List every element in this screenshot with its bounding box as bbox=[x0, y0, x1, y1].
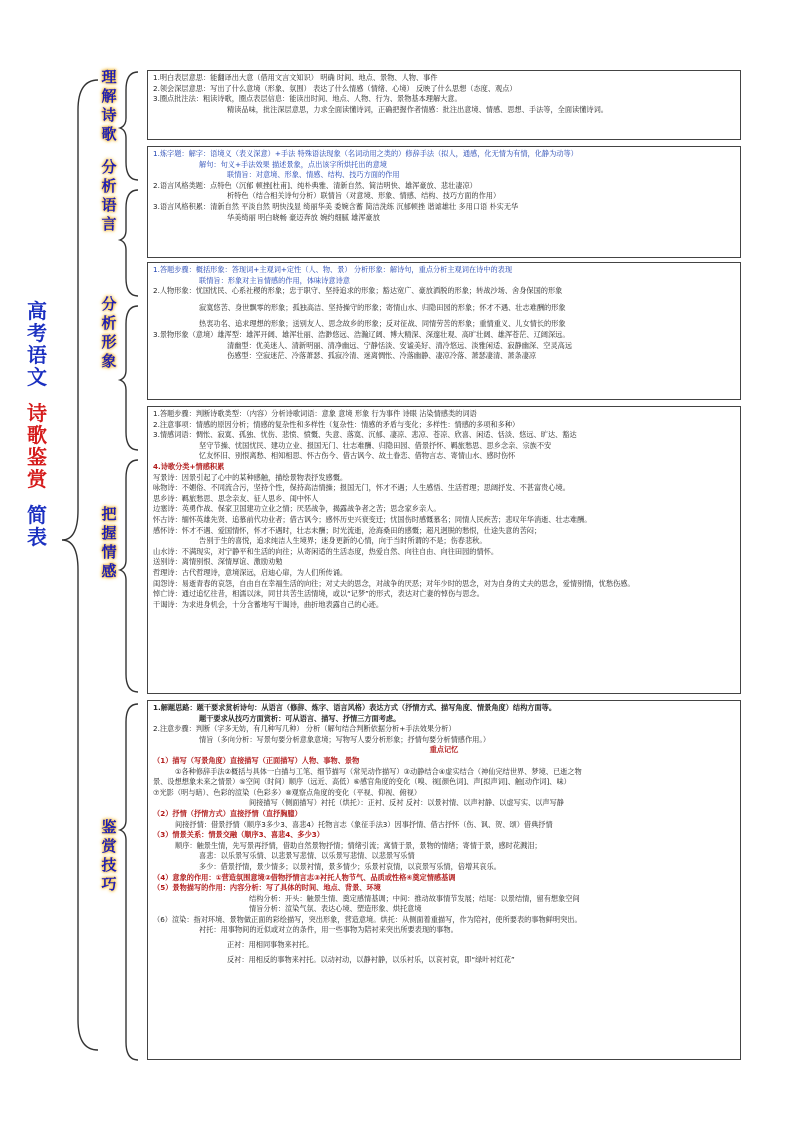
text-line: （5）景物描写的作用：内容分析：写了具体的时间、地点、背景、环境 bbox=[153, 883, 381, 893]
text-line: 2.领会深层意思：写出了什么意境（形象、氛围） 表达了什么情感（情绪、心境） 反映了什么思想（态度、观点） bbox=[153, 83, 517, 93]
title-char: 鉴 bbox=[27, 445, 47, 469]
text-line: 2.语言风格类题：点特色（沉郁 顿挫[杜甫]、纯朴典雅、清新自然、简洁明快、雄浑豪放、悲壮凄凉） bbox=[153, 180, 477, 190]
text-line: 华美绮丽 明白晓畅 豪迈奔放 婉约细腻 雄浑豪放 bbox=[227, 212, 380, 222]
text-line: 结构分析：开头：触景生情、奠定感情基调；中间：推动故事情节发展；结尾：以景结情，留有想象空间 bbox=[249, 893, 580, 903]
section-label-technique: 鉴 赏 技 巧 bbox=[101, 818, 117, 893]
text-line: 析特色（结合相关诗句分析）联情旨（对意境、形象、情感、结构、技巧方面的作用） bbox=[227, 191, 501, 201]
title-char: 简 bbox=[27, 503, 47, 527]
text-line: 3.景物形象（意境）雄浑型：雄浑开阔、雄浑壮丽、浩渺悠远、浩瀚辽阔、博大精深、深邃壮观、高旷壮阔、雄浑苍茫、辽阔深远。 bbox=[153, 329, 570, 339]
section-label-emotion: 把 握 情 感 bbox=[101, 505, 117, 580]
section-label-understand: 理 解 诗 歌 bbox=[101, 68, 117, 143]
text-line: （2）抒情（抒情方式）直接抒情（直抒胸臆） bbox=[153, 808, 302, 818]
text-line: 哲理诗：古代哲理诗，意境深远，启迪心扉，为人们所传诵。 bbox=[153, 567, 348, 577]
text-line: 2.人物形象：忧国忧民、心系社稷的形象；忠于职守、坚持追求的形象；豁达宽广、豪放洒脱的形象；转战沙场、舍身保国的形象 bbox=[153, 286, 563, 296]
text-line: （6）渲染：指对环境、景物做正面的彩绘描写，突出形象，营造意境。烘托：从侧面着重描写，作为陪衬，使所要表的事物鲜明突出。 bbox=[153, 914, 582, 924]
text-line: （1）描写（写景角度）直接描写（正面描写）人物、事物、景物 bbox=[153, 755, 360, 765]
text-line: ⑦光影（明与暗）、色彩的渲染（色彩多）⑧观察点角度的变化（平视、仰视、俯视） bbox=[153, 787, 422, 797]
text-line: 写景诗：因景引起了心中的某种感触，描绘景物表抒发感慨。 bbox=[153, 472, 348, 482]
title-char: 高 bbox=[27, 299, 47, 323]
text-line: 送别诗：离情别恨、深情厚谊、激励劝勉 bbox=[153, 557, 283, 567]
text-line: 正衬：用相同事物来衬托。 bbox=[227, 940, 314, 950]
section-box-language bbox=[147, 146, 741, 258]
text-line: 山水诗：不满现实，对宁静平和生活的向往；从寄闲适的生活态度，热爱自然、向往自由、向往田园的情怀。 bbox=[153, 546, 499, 556]
text-line: 解句：句义+手法效果 描述景象，点出该字所烘托出的意境 bbox=[199, 159, 387, 169]
text-line: （4）意象的作用：①营造氛围意境②借物抒情言志③衬托人物节气、品质或性格④奠定情感基调 bbox=[153, 872, 456, 882]
text-line: 联情旨：形象对主旨情感的作用，体味诗意诗意 bbox=[199, 275, 350, 285]
text-line: 闺怨诗：易逝青春的哀怨，自由自在幸福生活的向往；对丈夫的思念，对战争的厌恶；对年少时的思念，对为自身的丈夫的思念，爱情别情，忧愁伤感。 bbox=[153, 578, 635, 588]
text-line: 多少：借景抒情，景少情多；以景衬情，景多情少；乐景衬哀情，以哀景写乐情，倍增其哀乐。 bbox=[199, 861, 501, 871]
section-label-image: 分 析 形 象 bbox=[101, 295, 117, 370]
text-line: 1.解题思路：题干要求赏析诗句：从语言（修辞、炼字、语言风格）表达方式（抒情方式、描写角度、情景角度）结构方面等。 bbox=[153, 703, 557, 712]
text-line: 喜悲：以乐景写乐情、以悲景写悲情、以乐景写悲情、以悲景写乐情 bbox=[199, 851, 415, 861]
text-line: 忆友怀旧、别恨离愁、相知相思、怀古伤今、借古讽今、故土眷恋、借物言志、寄情山水、感时伤怀 bbox=[199, 451, 516, 461]
text-line: 题干要求从技巧方面赏析：可从语言、描写、抒情三方面考虑。 bbox=[199, 713, 401, 723]
title-char: 诗 bbox=[27, 401, 47, 425]
text-line: 怀古诗：缅怀英雄先贤、追慕前代功业者；借古讽今；感怀历史兴衰变迁；忧国伤时感慨慕名；同情人民疾苦；悲叹年华消逝、壮志难酬。 bbox=[153, 514, 592, 524]
section-box-technique bbox=[147, 700, 741, 1060]
title-char: 文 bbox=[27, 365, 47, 389]
text-line: 情旨（多向分析：写景句要分析意象意境；写物写人要分析形象；抒情句要分析情感作用。） bbox=[199, 734, 491, 744]
text-line: ①各种修辞手法②概括与具体一白描与工笔、细节描写（常见动作描写）③动静结合④虚实结合（神仙完结世界、梦境、已逝之物 bbox=[175, 766, 582, 776]
text-line: 2.注意事项：情感的原因分析；情感的复杂性和多样性（复杂性：情感的矛盾与变化；多样性：情感的多项和多种） bbox=[153, 419, 520, 429]
text-line: 咏物诗：不媚俗、不同流合污，坚持个性，保持高洁情操；报国无门，怀才不遇；人生感悟、生活哲理；思阔抒发、不甚富贵心境。 bbox=[153, 483, 570, 493]
text-line: 3.语言风格积累：清新自然 平淡自然 明快浅显 绮丽华美 委婉含蓄 简洁洗练 沉郁顿挫 谐谑雄壮 多用口语 朴实无华 bbox=[153, 201, 519, 211]
text-line: 间接抒情：借景抒情（顺序3多少3、喜悲4）托物言志（象征手法3）因事抒情、借古抒怀（伤、讽、贺、颂）借典抒情 bbox=[175, 819, 553, 829]
text-line: 3.情感词语：惆怅、寂寞、孤独、忧伤、悲愤、愤慨、失意、落寞、沉郁、凄凉、悲凉、苍凉、欣喜、闲适、恬淡、悠远、旷达、豁达 bbox=[153, 430, 577, 440]
text-line: 2.注意步骤：判断（字多无妨，有几种写几种） 分析（解句结合判断依据分析+手法效果分析） bbox=[153, 724, 456, 734]
main-title bbox=[14, 300, 60, 620]
text-line: （3）情景关系：情景交融（顺序3、喜悲4、多少3） bbox=[153, 830, 324, 840]
text-line: 3.圈点批注法：粗读诗歌，圈点表层信息：能读出时间、地点、人物、行为、景物基本理解大意。 bbox=[153, 94, 462, 104]
text-line: 间接描写（侧面描写）衬托（烘托）：正衬、反衬 反衬：以景衬情、以声衬静、以虚写实、以声写静 bbox=[249, 798, 564, 808]
text-line: 1.答题步骤：概括形象：答现词+主观词+定性（人、物、景） 分析形象：解诗句，重点分析主观词在诗中的表现 bbox=[153, 265, 513, 274]
text-line: 联情旨：对意境、形象、情感、结构、技巧方面的作用 bbox=[227, 170, 400, 180]
title-char: 表 bbox=[27, 525, 47, 549]
text-line: 寂寞悠苦、身世飘零的形象；孤独高洁、坚持操守的形象；寄情山水、归隐田园的形象；怀才不遇、壮志难酬的形象 bbox=[199, 302, 566, 312]
text-line: 1.明白表层意思：能翻译出大意（借用文言文知识） 明确 时间、地点、景物、人物、事件 bbox=[153, 73, 438, 82]
text-line: 1.炼字题：解字：语境义（表义深意）+手法 特殊语法现象（名词动用之类的）修辞手法（拟人，通感，化无情为有情，化静为动等） bbox=[153, 149, 578, 158]
text-line: 4.诗歌分类+情感积累 bbox=[153, 461, 225, 471]
text-line: 悼亡诗：通过追忆往昔，相濡以沫，同甘共苦生活情境，或以“记梦”的形式，表达对亡妻的悼伤与思念。 bbox=[153, 589, 484, 599]
text-line: 精读品味，批注深层意思，力求全面读懂诗词，正确把握作者情感：批注出意境、情感、思想、手法等，全面读懂诗词。 bbox=[227, 104, 608, 114]
text-line: 清幽型：优美迷人、清新明丽、清净幽远、宁静恬淡、安谧美好、清冷悠远、淡雅闲适、寂静幽深、空灵高远 bbox=[227, 340, 573, 350]
text-line: 反衬：用相反的事物来衬托。以动衬动，以静衬静，以乐衬乐，以哀衬哀，即“绿叶衬红花” bbox=[227, 954, 515, 964]
text-line: 1.答题步骤：判断诗歌类型：（内容）分析诗歌词语：意象 意境 形象 行为事件 诗眼 沾染情感类的词语 bbox=[153, 409, 477, 418]
section-label-language: 分 析 语 言 bbox=[101, 158, 117, 233]
text-line: 告别于生的喜悦，追求纯洁人生境界；迷身更新的心情，向于当时所谓的不是；伤春悲秋。 bbox=[199, 536, 487, 546]
text-line: 顺序：触景生情，先写景再抒情，借助自然景物抒情；情绪引流；寓情于景，景物的情绪；寄情于景，感时花溅泪； bbox=[175, 840, 542, 850]
text-line: 边塞诗：英勇作战、保家卫国建功立业之情；厌恶战争，揭露战争者之苦；思念家乡亲人。 bbox=[153, 504, 441, 514]
text-line: 情旨分析：渲染气氛、表达心境、塑造形象、烘托意境 bbox=[249, 904, 422, 914]
title-char: 考 bbox=[27, 321, 47, 345]
text-line: 景、设想想象未来之情景）⑤空间（时间）顺序（远近、高低）⑥感官角度的变化（嗅、视[颜色词]、声[拟声词]、触[动作词]、味） bbox=[153, 777, 571, 787]
title-char: 歌 bbox=[27, 423, 47, 447]
section-box-image bbox=[147, 262, 741, 400]
section-box-understand bbox=[147, 70, 741, 140]
title-char: 语 bbox=[27, 343, 47, 367]
text-line: 伤感型：空寂迷茫、冷落萧瑟、孤寂冷清、迷离惆怅、冷落幽静、凄凉冷落、萧瑟凄清、萧条凄凉 bbox=[227, 351, 537, 361]
text-line: 感怀诗：怀才不遇、爱国情怀，怀才不遇时，壮志未酬；时光流逝，沧海桑田的感慨；超凡迥脱的愁恨，仕途失意的苦闷； bbox=[153, 525, 542, 535]
section-box-emotion bbox=[147, 406, 741, 694]
text-line: 衬托：用事物间的近似或对立的条件，用一些事物为陪衬来突出所要表现的事物。 bbox=[199, 925, 458, 935]
text-line: 坚守节操、忧国忧民、建功立业、报国无门、壮志难酬、归隐田园、借景抒怀、羁旅愁思、思乡念亲、宗族不安 bbox=[199, 440, 552, 450]
text-line: 思乡诗：羁旅愁思、思念亲友、征人思乡、闺中怀人 bbox=[153, 493, 319, 503]
text-line: 热衷功名、追求理想的形象；送别友人、思念故乡的形象；反对征战、同情劳苦的形象；重情重义、儿女情长的形象 bbox=[199, 319, 566, 329]
text-line: 重点记忆 bbox=[429, 745, 459, 755]
title-char: 赏 bbox=[27, 467, 47, 491]
text-line: 干谒诗：为求进身机会，十分含蓄地写干谒诗，曲折地表露自己的心迹。 bbox=[153, 599, 384, 609]
